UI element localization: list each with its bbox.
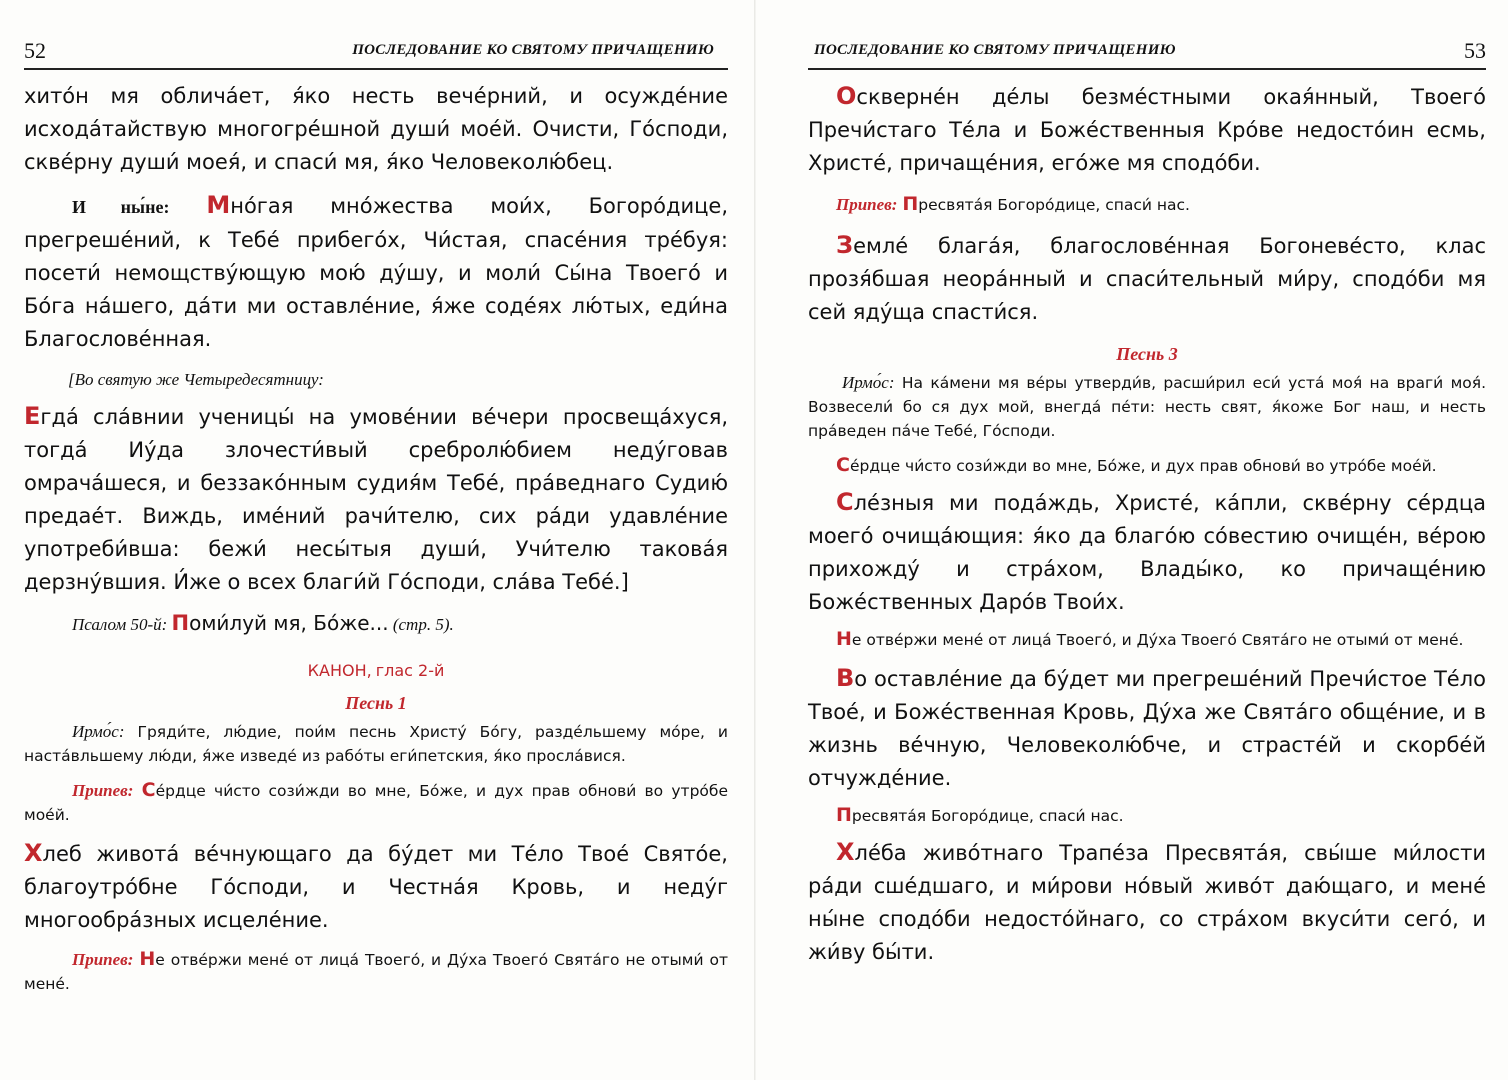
paragraph (24, 837, 728, 937)
left-page (24, 0, 728, 1080)
paragraph-text: но́гая мно́жества мои́х, Богоро́дице, прегреше́ний, к Тебе́ прибего́х, Чи́стая, спасе́ния тре́буя: посети́ немощству́ющую мою́ ду́шу, и моли́ Сы́на Твоего́ и Бо́га на́шего, да́ти ми оставле́ние, я́же соде́ях лю́тых, еди́на Благослове́нная. (24, 194, 728, 351)
red-initial: Х (24, 839, 43, 867)
page-number: 53 (1464, 38, 1486, 63)
canon-tone: глас 2-й (375, 661, 445, 680)
irmos (808, 371, 1486, 443)
left-page-header (24, 36, 728, 70)
psalm-reference: (стр. 5). (392, 615, 454, 634)
refrain-text: е отве́ржи мене́ от лица́ Твоего́, и Ду́ха Твоего́ Свята́го не отыми́ от мене́. (24, 951, 728, 993)
verse (808, 453, 1486, 478)
red-initial: Н (836, 628, 852, 650)
verse (808, 627, 1486, 652)
paragraph-text: ле́зныя ми пода́ждь, Христе́, ка́пли, скве́рну се́рдца моего́ очища́ющия: я́ко да благо́ю со́вестию очище́н, ве́рою прихожду́ и стра́хом, Влады́ко, ко причаще́нию Боже́ственных Даро́в Твои́х. (808, 491, 1486, 614)
red-initial: Х (836, 838, 855, 866)
song-heading: Песнь 3 (1116, 344, 1178, 364)
red-initial: П (171, 611, 190, 635)
red-initial: С (836, 488, 854, 516)
canon-title: КАНОН, (307, 661, 372, 680)
irmos (24, 720, 728, 768)
red-initial: М (206, 191, 231, 219)
red-initial: П (836, 804, 852, 826)
rubric: [Во святую же Четыредесятницу: (68, 370, 324, 389)
irmos-text: На ка́мени мя ве́ры утверди́в, расши́рил еси́ уста́ моя́ на враги́ моя́. Возвесели́ бо ся дух мой, внегда́ пе́ти: несть свят, я́коже Бог наш, и несть пра́веден па́че Тебе́, Го́споди. (808, 374, 1487, 440)
verse-text: е́рдце чи́сто сози́жди во мне, Бо́же, и дух прав обнови́ во утро́бе мое́й. (849, 457, 1437, 475)
irmos-label: Ирмо́с: (72, 722, 125, 741)
irmos-label: Ирмо́с: (842, 373, 895, 392)
red-initial: С (836, 454, 850, 476)
refrain (24, 947, 728, 996)
paragraph (808, 662, 1486, 795)
verse (808, 803, 1486, 828)
red-initial: Н (139, 948, 156, 970)
paragraph-text: скверне́н де́лы безме́стными окая́нный, Твоего́ Пречи́стаго Те́ла и Боже́ственныя Кро́ве недосто́ин есмь, Христе́, причаще́ния, его́же мя сподо́би. (808, 85, 1486, 175)
refrain-text: е́рдце чи́сто сози́жди во мне, Бо́же, и дух прав обнови́ во утро́бе мое́й. (24, 782, 728, 824)
paragraph: хито́н мя облича́ет, я́ко несть вече́рний, и осужде́ние исхода́тайствую многогре́шной души́ мое́й. Очисти, Го́споди, скве́рну души́ моея́, и спаси́ мя, я́ко Человеколю́бец. (24, 84, 728, 174)
paragraph-text: гда́ сла́внии ученицы́ на умове́нии ве́чери просвеща́хуся, тогда́ Иу́да злочести́вый сребролю́бием неду́говав омрача́шеся, и беззако́нным судия́м Тебе́, пра́веднаго Судию́ предае́т. Виждь, име́ний рачи́телю, сих ра́ди удавле́ние употреби́вша: бежи́ несы́тыя души́, Учи́телю такова́я дерзну́вшия. И́же о всех благи́й Го́споди, сла́ва Тебе́.] (24, 405, 728, 594)
paragraph-text: леб живота́ ве́чнующаго да бу́дет ми Те́ло Твое́ Свято́е, благоутро́бне Го́споди, и Честна́я Кровь, и неду́г многообра́зных исцеле́ние. (24, 842, 728, 932)
paragraph-label: И ны́не: (72, 197, 170, 217)
canon-heading (24, 659, 728, 684)
red-initial: З (836, 231, 854, 259)
psalm-line (24, 609, 728, 639)
refrain (808, 192, 1486, 217)
psalm-text: оми́луй мя, Бо́же... (189, 611, 389, 635)
book-gutter (754, 0, 756, 1080)
red-initial: О (836, 82, 857, 110)
refrain-text: ресвята́я Богоро́дице, спаси́ нас. (918, 196, 1190, 214)
refrain-label: Припев: (836, 195, 898, 214)
paragraph (808, 229, 1486, 329)
refrain-label: Припев: (72, 781, 134, 800)
refrain-label: Припев: (72, 950, 134, 969)
refrain (24, 778, 728, 827)
running-head: ПОСЛЕДОВАНИЕ КО СВЯТОМУ ПРИЧАЩЕНИЮ (814, 42, 1176, 58)
verse-text: ресвята́я Богоро́дице, спаси́ нас. (851, 807, 1124, 825)
paragraph (808, 836, 1486, 969)
left-page-content (24, 80, 728, 996)
red-initial: П (902, 193, 919, 215)
running-head: ПОСЛЕДОВАНИЕ КО СВЯТОМУ ПРИЧАЩЕНИЮ (352, 42, 714, 58)
paragraph (808, 486, 1486, 619)
page-number: 52 (24, 38, 46, 63)
paragraph-text: ле́ба живо́тнаго Трапе́за Пресвята́я, свы́ше ми́лости ра́ди сше́дшаго, и ми́рови но́вый живо́т даю́щаго, и мене́ ны́не сподо́би недосто́йнаго, со стра́хом вкуси́ти сего́, и жи́ву бы́ти. (808, 841, 1486, 964)
header-rule (808, 68, 1486, 70)
verse-text: е отве́ржи мене́ от лица́ Твоего́, и Ду́ха Твоего́ Свята́го не отыми́ от мене́. (851, 631, 1464, 649)
song-heading: Песнь 1 (345, 693, 407, 713)
paragraph (808, 80, 1486, 180)
red-initial: В (836, 664, 855, 692)
header-rule (24, 68, 728, 70)
paragraph-text: емле́ блага́я, благослове́нная Богоневе́сто, клас прозя́бшая неора́нный и спаси́тельный ми́ру, сподо́би мя сей яду́ща спасти́ся. (808, 234, 1486, 324)
psalm-label: Псалом 50-й: (72, 615, 168, 634)
right-page-content (808, 80, 1486, 969)
irmos-text: Гряди́те, лю́дие, пои́м песнь Христу́ Бо́гу, разде́льшему мо́ре, и наста́вльшему лю́ди, я́же изведе́ из рабо́ты еги́петския, я́ко просла́вися. (24, 723, 728, 765)
paragraph-text: о оставле́ние да бу́дет ми прегреше́ний Пречи́стое Те́ло Твое́, и Боже́ственная Кровь, Ду́ха же Свята́го обще́ние, и в жизнь ве́чную, Человеколю́бче, и страсте́й и скорбе́й отчужде́ние. (808, 667, 1486, 790)
right-page (808, 0, 1486, 1080)
red-initial: С (141, 779, 156, 801)
red-initial: Е (24, 402, 41, 430)
paragraph (24, 189, 728, 356)
paragraph (24, 400, 728, 599)
right-page-header (808, 36, 1486, 70)
